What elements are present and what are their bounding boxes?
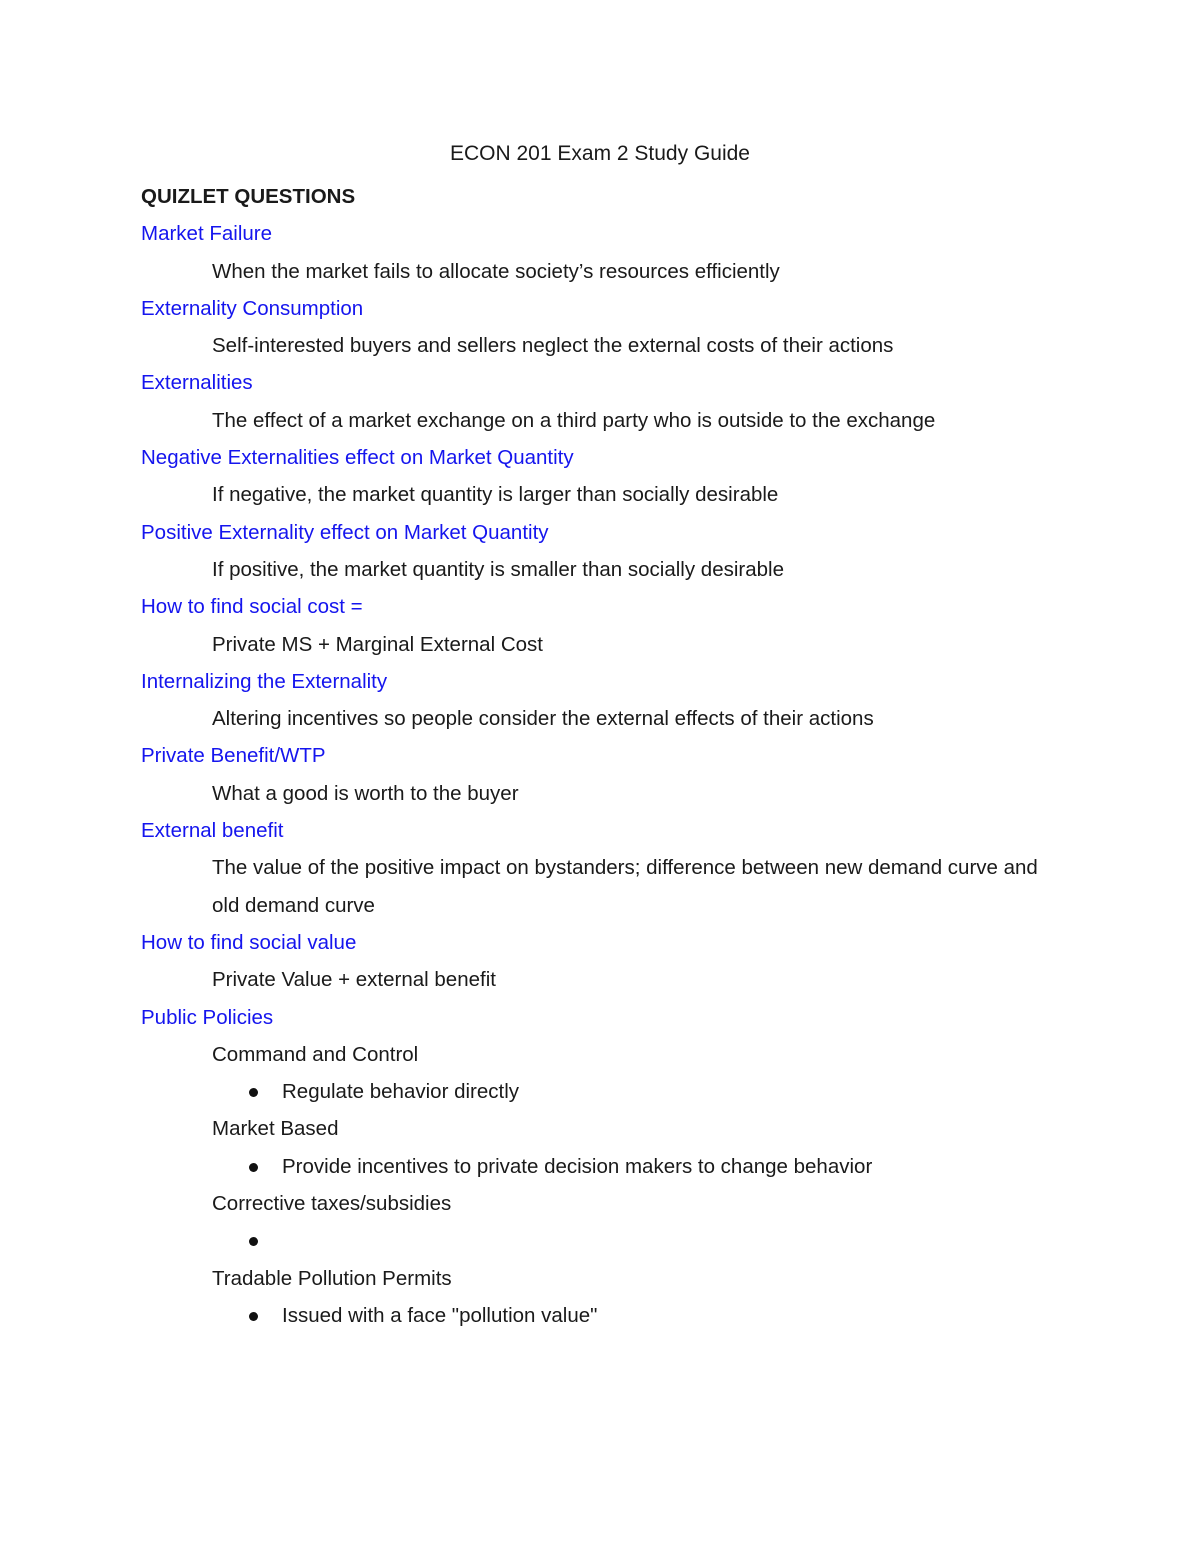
bullet-icon xyxy=(249,1088,258,1097)
bullet-text xyxy=(282,1229,288,1252)
policy-market-based: Market Based xyxy=(212,1117,339,1141)
bullet-item xyxy=(141,1222,1061,1259)
term-private-benefit: Private Benefit/WTP xyxy=(141,744,326,768)
term-market-failure: Market Failure xyxy=(141,222,273,246)
term-social-value: How to find social value xyxy=(141,930,357,954)
bullet-icon xyxy=(249,1312,258,1321)
term-internalizing-externality: Internalizing the Externality xyxy=(141,669,388,693)
policy-tradable-permits: Tradable Pollution Permits xyxy=(212,1266,452,1290)
term-negative-externalities: Negative Externalities effect on Market Quantity xyxy=(141,446,574,470)
term-external-benefit: External benefit xyxy=(141,819,284,843)
bullet-text: Issued with a face "pollution value" xyxy=(282,1303,598,1327)
definition-positive-externality: If positive, the market quantity is smaller than socially desirable xyxy=(212,557,784,581)
bullet-icon xyxy=(249,1163,258,1172)
definition-externality-consumption: Self-interested buyers and sellers neglect the external costs of their actions xyxy=(212,334,894,358)
term-externalities: Externalities xyxy=(141,371,253,395)
definition-negative-externalities: If negative, the market quantity is larger than socially desirable xyxy=(212,483,779,507)
bullet-item xyxy=(141,1297,1061,1334)
bullet-item xyxy=(141,1148,1061,1185)
term-public-policies: Public Policies xyxy=(141,1005,274,1029)
document-body xyxy=(141,178,1061,1334)
definition-external-benefit: The value of the positive impact on bystanders; difference between new demand curve and old demand curve xyxy=(212,856,1038,917)
definition-market-failure: When the market fails to allocate society’s resources efficiently xyxy=(212,259,780,283)
term-externality-consumption: Externality Consumption xyxy=(141,296,364,320)
term-positive-externality: Positive Externality effect on Market Quantity xyxy=(141,520,549,544)
bullet-icon xyxy=(249,1237,258,1246)
term-social-cost: How to find social cost = xyxy=(141,595,363,619)
section-heading: QUIZLET QUESTIONS xyxy=(141,185,356,208)
definition-social-value: Private Value + external benefit xyxy=(212,968,496,992)
policy-corrective-taxes: Corrective taxes/subsidies xyxy=(212,1192,452,1216)
definition-private-benefit: What a good is worth to the buyer xyxy=(212,781,519,805)
bullet-text: Provide incentives to private decision makers to change behavior xyxy=(282,1154,873,1178)
bullet-text: Regulate behavior directly xyxy=(282,1080,520,1104)
bullet-item xyxy=(141,1073,1061,1110)
definition-externalities: The effect of a market exchange on a third party who is outside to the exchange xyxy=(212,408,936,432)
policy-command-and-control: Command and Control xyxy=(212,1042,419,1066)
definition-social-cost: Private MS + Marginal External Cost xyxy=(212,632,543,656)
definition-internalizing-externality: Altering incentives so people consider the external effects of their actions xyxy=(212,707,874,731)
document-title: ECON 201 Exam 2 Study Guide xyxy=(450,142,750,165)
